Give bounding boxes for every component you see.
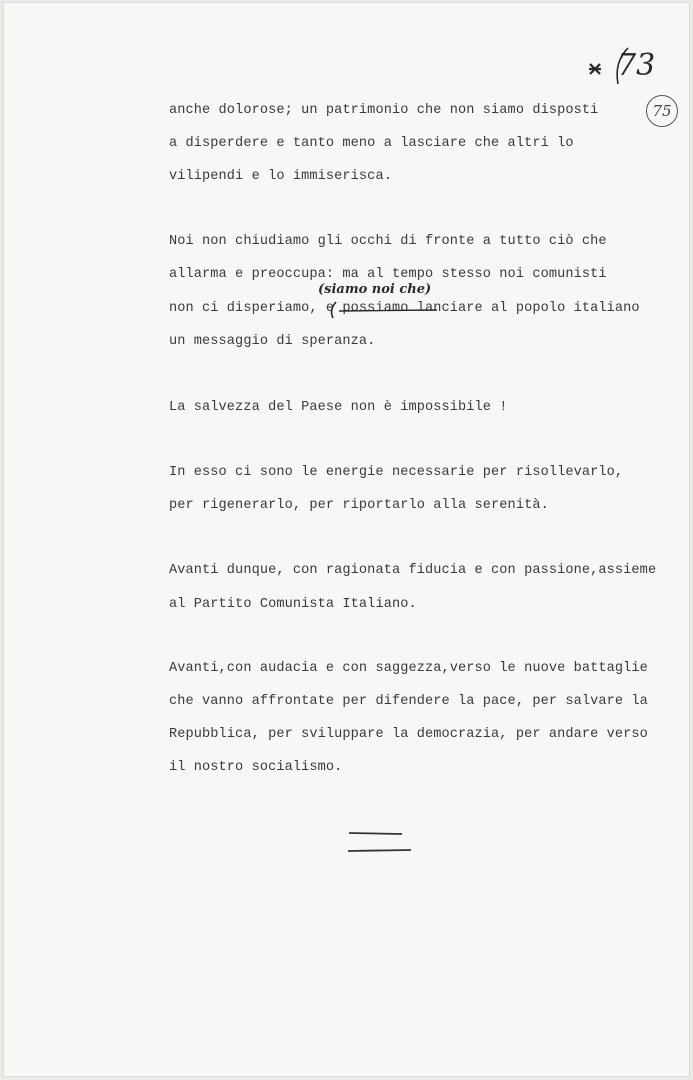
text-line: Avanti dunque, con ragionata fiducia e con passione,assieme bbox=[169, 563, 657, 578]
text-line: per rigenerarlo, per riportarlo alla serenità. bbox=[169, 498, 549, 513]
text-line: al Partito Comunista Italiano. bbox=[169, 597, 417, 612]
text-line: anche dolorose; un patrimonio che non siamo disposti bbox=[169, 103, 599, 118]
text-line: allarma e preoccupa: ma al tempo stesso noi comunisti bbox=[169, 267, 607, 282]
text-line: a disperdere e tanto meno a lasciare che altri lo bbox=[169, 136, 574, 151]
circled-page-number: 75 bbox=[646, 95, 678, 127]
text-line: Noi non chiudiamo gli occhi di fronte a tutto ciò che bbox=[169, 234, 607, 249]
text-line-with-correction: non ci disperiamo, e possiamo lanciare al popolo italiano bbox=[169, 301, 640, 316]
text-line: La salvezza del Paese non è impossibile ! bbox=[169, 400, 508, 415]
text-line: il nostro socialismo. bbox=[169, 760, 343, 775]
text-line: Repubblica, per sviluppare la democrazia, per andare verso bbox=[169, 727, 648, 742]
text-line: un messaggio di speranza. bbox=[169, 334, 376, 349]
text-line: Avanti,con audacia e con saggezza,verso le nuove battaglie bbox=[169, 661, 648, 676]
document-page bbox=[3, 2, 690, 1077]
handwritten-insert: (siamo noi che) bbox=[318, 282, 432, 297]
text-line: che vanno affrontate per difendere la pace, per salvare la bbox=[169, 694, 648, 709]
text-line: In esso ci sono le energie necessarie per risollevarlo, bbox=[169, 465, 624, 480]
handwritten-page-number: 73 bbox=[617, 48, 656, 83]
text-line: vilipendi e lo immiserisca. bbox=[169, 169, 392, 184]
